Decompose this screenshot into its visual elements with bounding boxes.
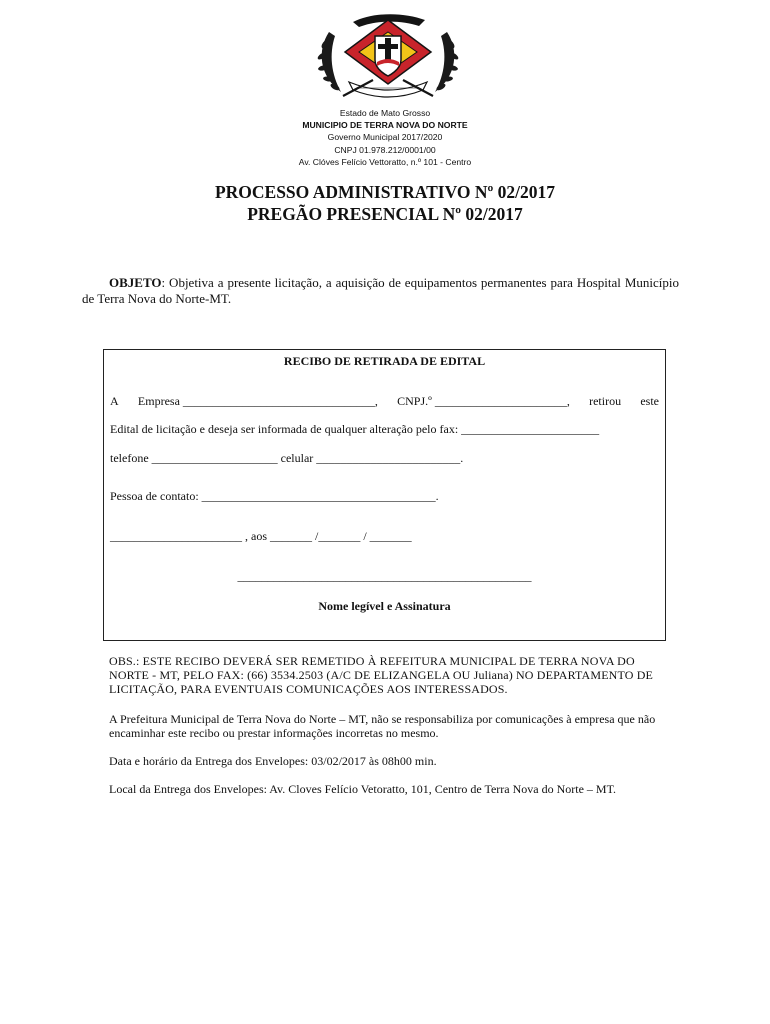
empresa-word-este: este	[640, 394, 659, 408]
empresa-word-a: A	[110, 394, 119, 408]
receipt-title: RECIBO DE RETIRADA DE EDITAL	[283, 354, 486, 368]
auction-title: PREGÃO PRESENCIAL Nº 02/2017	[247, 204, 523, 224]
document-titles	[0, 181, 770, 225]
empresa-field[interactable]: Empresa ________________________________,	[137, 394, 378, 408]
empresa-word-retirou: retirou	[589, 394, 622, 408]
receipt-box	[103, 349, 666, 641]
telefone-celular-line[interactable]: telefone _____________________ celular ________________________.	[110, 451, 464, 465]
delivery-date-paragraph: Data e horário da Entrega dos Envelopes: 03/02/2017 às 08h00 min.	[109, 754, 437, 768]
delivery-location-paragraph: Local da Entrega dos Envelopes: Av. Cloves Felício Vetoratto, 101, Centro de Terra Nova do Norte – MT.	[109, 782, 617, 796]
cnpj-field[interactable]: CNPJ.º ______________________,	[397, 394, 570, 408]
signature-label: Nome legível e Assinatura	[318, 599, 451, 613]
objeto-label: OBJETO	[109, 275, 162, 290]
responsibility-paragraph: A Prefeitura Municipal de Terra Nova do Norte – MT, não se responsabiliza por comunicações à empresa que não encaminhar este recibo ou prestar informações incorretas no mesmo.	[109, 712, 656, 740]
empresa-line	[110, 394, 659, 409]
edital-fax-text: Edital de licitação e deseja ser informada de qualquer alteração pelo fax: _______________________	[110, 422, 600, 436]
cnpj-number: CNPJ 01.978.212/0001/00	[334, 144, 436, 155]
address: Av. Clóves Felício Vettoratto, n.º 101 - Centro	[298, 156, 472, 167]
place-date-line[interactable]: ______________________ , aos _______ /_______ / _______	[110, 529, 412, 543]
notes-section	[109, 654, 664, 810]
municipality-name: MUNICIPIO DE TERRA NOVA DO NORTE	[302, 120, 468, 131]
objeto-paragraph	[82, 275, 679, 307]
contato-line[interactable]: Pessoa de contato: _______________________________________.	[110, 489, 439, 503]
government-term: Governo Municipal 2017/2020	[327, 132, 443, 143]
letterhead	[0, 107, 770, 168]
signature-line[interactable]: _________________________________________________	[237, 569, 532, 583]
state-name: Estado de Mato Grosso	[339, 108, 431, 118]
process-title: PROCESSO ADMINISTRATIVO Nº 02/2017	[214, 182, 556, 202]
obs-paragraph: OBS.: ESTE RECIBO DEVERÁ SER REMETIDO À REFEITURA MUNICIPAL DE TERRA NOVA DO NORTE - MT, PELO FAX: (66) 3534.2503 (A/C DE ELIZANGELA OU Juliana) NO DEPARTAMENTO DE LICITAÇÃO, PARA EVENTUAIS COMUNICAÇÕES AOS INTERESSADOS.	[109, 654, 654, 696]
edital-fax-line[interactable]	[110, 422, 659, 437]
municipal-coat-of-arms-icon	[313, 10, 463, 106]
objeto-text: : Objetiva a presente licitação, a aquisição de equipamentos permanentes para Hospital Município de Terra Nova do Norte-MT.	[82, 275, 679, 306]
